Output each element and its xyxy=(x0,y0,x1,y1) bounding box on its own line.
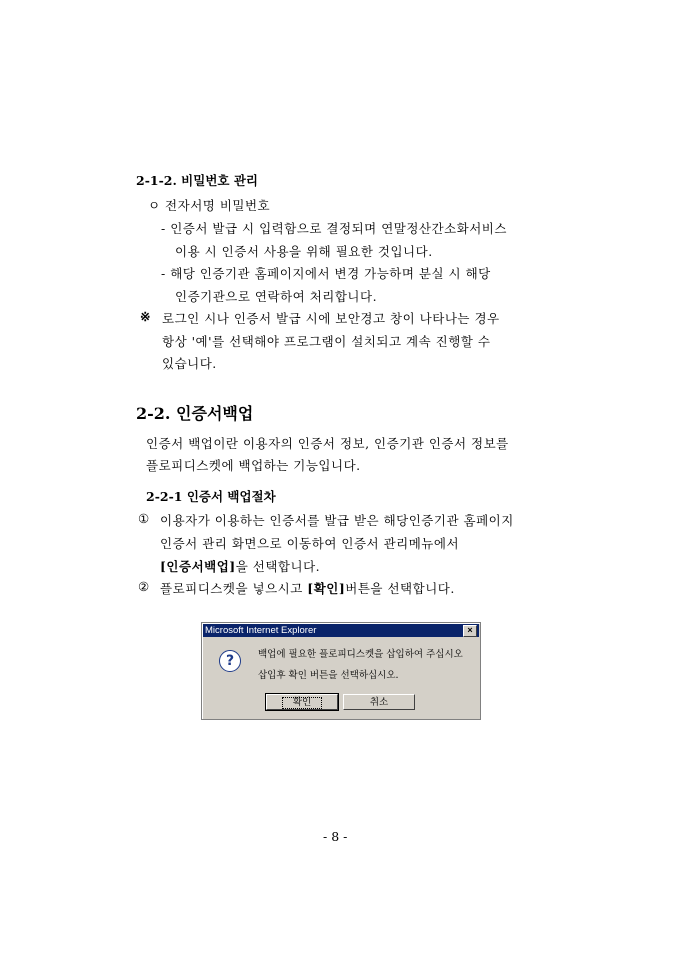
item1-line2: 이용 시 인증서 사용을 위해 필요한 것입니다. xyxy=(175,244,433,259)
step2-mark: ② xyxy=(138,579,150,594)
ok-button-label: 확인 xyxy=(282,697,322,709)
step1-mark: ① xyxy=(138,511,150,526)
intro-line2: 플로피디스켓에 백업하는 기능입니다. xyxy=(146,458,361,473)
step1-rest: 을 선택합니다. xyxy=(235,559,321,574)
intro-line1: 인증서 백업이란 이용자의 인증서 정보, 인증기관 인증서 정보를 xyxy=(146,436,509,451)
close-icon[interactable]: × xyxy=(463,625,477,637)
bullet-heading: ㅇ 전자서명 비밀번호 xyxy=(148,198,271,213)
step2-rest: 버튼을 선택합니다. xyxy=(345,581,455,596)
dialog-titlebar xyxy=(203,624,479,637)
step1-line3 xyxy=(160,557,320,575)
step2-line xyxy=(160,579,455,597)
note-mark: ※ xyxy=(140,309,151,324)
section-title-password: 2-1-2. 비밀번호 관리 xyxy=(136,173,258,188)
step1-bold: [인증서백업] xyxy=(160,559,236,574)
dialog-message-line1: 백업에 필요한 플로피디스켓을 삽입하여 주십시오 xyxy=(258,649,463,660)
dialog-message-line2: 삽입후 확인 버튼을 선택하십시오. xyxy=(258,670,399,681)
step2-pre: 플로피디스켓을 넣으시고 xyxy=(160,581,308,596)
item2-line1: - 해당 인증기관 홈페이지에서 변경 가능하며 분실 시 해당 xyxy=(161,266,491,281)
step2-bold: [확인] xyxy=(307,581,346,596)
step1-line2: 인증서 관리 화면으로 이동하여 인증서 관리메뉴에서 xyxy=(160,536,460,551)
ok-button[interactable] xyxy=(266,694,338,710)
subsection-title: 2-2-1 인증서 백업절차 xyxy=(146,489,276,504)
item1-line1: - 인증서 발급 시 입력함으로 결정되며 연말정산간소화서비스 xyxy=(161,221,507,236)
item2-line2: 인증기관으로 연락하여 처리합니다. xyxy=(175,289,378,304)
note-line2: 항상 '예'를 선택해야 프로그램이 설치되고 계속 진행할 수 xyxy=(162,334,491,349)
ie-dialog xyxy=(201,622,481,720)
step1-line1: 이용자가 이용하는 인증서를 발급 받은 해당인증기관 홈페이지 xyxy=(160,513,514,528)
page-number: - 8 - xyxy=(323,829,348,844)
note-line1: 로그인 시나 인증서 발급 시에 보안경고 창이 나타나는 경우 xyxy=(162,311,500,326)
cancel-button[interactable]: 취소 xyxy=(343,694,415,710)
question-icon: ? xyxy=(219,650,241,672)
section-title-backup: 2-2. 인증서백업 xyxy=(136,404,254,423)
note-line3: 있습니다. xyxy=(162,356,217,371)
dialog-title: Microsoft Internet Explorer xyxy=(205,625,317,636)
